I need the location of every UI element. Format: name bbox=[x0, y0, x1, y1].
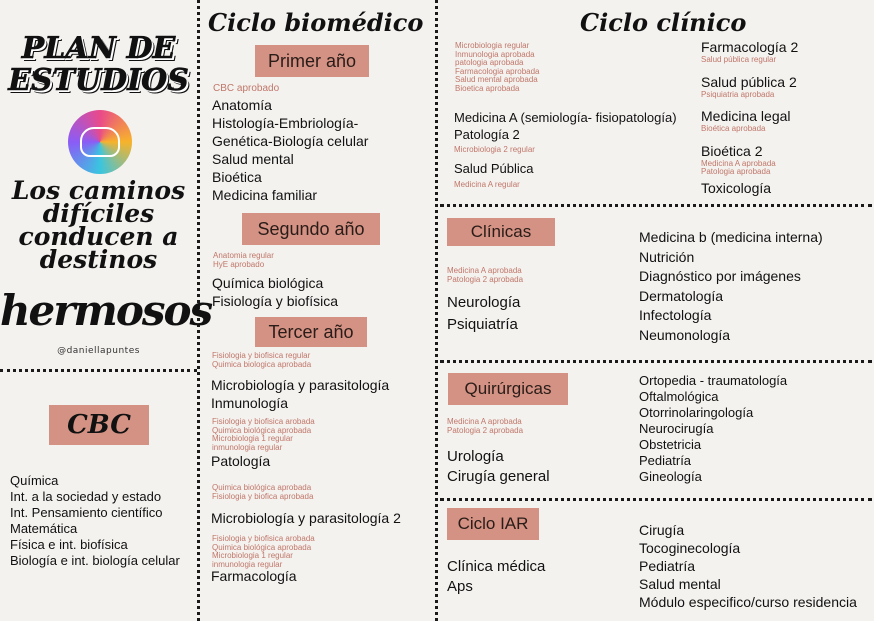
segundo-ano-badge: Segundo año bbox=[242, 213, 380, 245]
list-item: Genética-Biología celular bbox=[212, 133, 369, 149]
list-item: Diagnóstico por imágenes bbox=[639, 268, 801, 284]
list-item: Fisiología y biofísica bbox=[212, 293, 339, 309]
clinicas-left-list bbox=[447, 293, 520, 335]
list-item: Física e int. biofísica bbox=[10, 537, 128, 552]
list-item: Medicina b (medicina interna) bbox=[639, 229, 823, 245]
tercer-list-3 bbox=[211, 509, 401, 527]
quirurgicas-badge: Quirúrgicas bbox=[448, 373, 568, 405]
clinicas-right-list bbox=[639, 228, 823, 345]
list-item: Neumonología bbox=[639, 326, 731, 343]
list-item: Salud Pública bbox=[454, 161, 534, 176]
clinicas-notes: Medicina A aprobada Patologia 2 aprobada bbox=[447, 266, 524, 284]
quirurgicas-right-list bbox=[639, 373, 787, 485]
cbc-list bbox=[10, 473, 180, 569]
list-item: Ortopedia - traumatología bbox=[639, 373, 788, 388]
list-item: Int. Pensamiento científico bbox=[10, 505, 163, 520]
brain-logo-icon bbox=[68, 110, 132, 174]
list-item: Obstetricia bbox=[639, 437, 702, 452]
list-item: Nutrición bbox=[639, 248, 695, 265]
list-item: Salud mental bbox=[212, 151, 294, 167]
list-item: Inmunología bbox=[211, 395, 289, 411]
tercer-notes-1: Fisiologia y biofisica regular Quimica biologica aprobada bbox=[212, 351, 312, 369]
list-item: Salud pública 2 bbox=[701, 73, 797, 90]
segundo-notes: Anatomia regular HyE aprobado bbox=[213, 251, 274, 269]
tercer-list-1 bbox=[211, 376, 389, 412]
clinicas-badge: Clínicas bbox=[447, 218, 555, 246]
author-handle: @daniellapuntes bbox=[57, 346, 140, 356]
list-item: Química biológica bbox=[212, 275, 324, 291]
list-item: Biología e int. biología celular bbox=[10, 553, 180, 568]
clinico-title: Ciclo clínico bbox=[580, 8, 747, 37]
clinico-notes-1: Microbiologia regular Inmunologia aprobada patologia aprobada Farmacologia aprobada Salud mental aprobada Bioetica aprobada bbox=[455, 41, 540, 93]
tercer-notes-3: Quimica biológica aprobada Fisiologia y biofica aprobada bbox=[212, 483, 314, 501]
list-item: Matemática bbox=[10, 521, 78, 536]
list-item: Medicina legal bbox=[701, 108, 791, 124]
list-item: Aps bbox=[447, 578, 473, 595]
list-item: Toxicología bbox=[701, 179, 772, 196]
list-item: Cirugía general bbox=[447, 468, 550, 485]
list-item: Cirugía bbox=[639, 522, 685, 538]
list-item: Salud mental bbox=[639, 576, 721, 592]
divider-clinicas bbox=[440, 204, 872, 207]
list-item: Int. a la sociedad y estado bbox=[10, 489, 162, 504]
list-item: Otorrinolaringología bbox=[639, 405, 754, 420]
list-item: Histología-Embriología- bbox=[212, 115, 359, 131]
iar-right-list bbox=[639, 521, 857, 611]
quirurgicas-notes: Medicina A aprobada Patologia 2 aprobada bbox=[447, 417, 524, 435]
list-item: Gineología bbox=[639, 469, 702, 484]
list-item: Pediatría bbox=[639, 558, 696, 574]
cbc-badge: CBC bbox=[49, 405, 149, 445]
iar-left-list bbox=[447, 557, 545, 597]
page-title bbox=[0, 31, 197, 98]
list-item: Patología 2 bbox=[454, 127, 520, 142]
list-item: Neurocirugía bbox=[639, 421, 714, 436]
primer-note: CBC aprobado bbox=[213, 83, 280, 94]
divider-middle bbox=[435, 0, 438, 621]
list-item: Química bbox=[10, 473, 59, 488]
list-item: Clínica médica bbox=[447, 558, 546, 575]
quirurgicas-left-list bbox=[447, 447, 550, 487]
list-item: Oftalmológica bbox=[639, 389, 719, 404]
title-line-2: ESTUDIOS bbox=[8, 63, 189, 98]
divider-iar bbox=[440, 498, 872, 501]
list-item: Pediatría bbox=[639, 453, 692, 468]
list-item: Farmacología 2 bbox=[701, 39, 799, 55]
tercer-list-2 bbox=[211, 452, 270, 470]
primer-ano-badge: Primer año bbox=[255, 45, 369, 77]
title-line-1: PLAN DE bbox=[21, 31, 176, 66]
segundo-list bbox=[212, 274, 338, 310]
divider-cbc bbox=[0, 369, 197, 372]
signature-text: hermosos bbox=[0, 286, 212, 335]
list-item: Anatomía bbox=[212, 97, 272, 113]
list-item: Urología bbox=[447, 448, 504, 465]
tercer-ano-badge: Tercer año bbox=[255, 317, 367, 347]
list-item: Módulo especifico/curso residencia bbox=[639, 594, 857, 610]
motto: Los caminos difíciles conducen a destinos bbox=[11, 176, 186, 274]
list-item: Medicina A (semiología- fisiopatología) bbox=[454, 110, 677, 125]
list-item: Tocoginecología bbox=[639, 540, 741, 556]
list-item: Patología bbox=[211, 453, 271, 469]
tercer-list-4 bbox=[211, 567, 297, 585]
list-item: Psiquiatría bbox=[447, 316, 518, 333]
tercer-notes-4: Fisiologia y biofisica arobada Quimica biológica aprobada Microbiologia 1 regular inmunologia regular bbox=[212, 534, 315, 569]
tercer-notes-2: Fisiologia y biofisica arobada Quimica biológica aprobada Microbiologia 1 regular inmunologia regular bbox=[212, 417, 315, 452]
iar-badge: Ciclo IAR bbox=[447, 508, 539, 540]
clinico-right-list: Farmacología 2 Salud pública regular Salud pública 2 Psiquiatria aprobada Medicina legal Bioética aprobada Bioética 2 Medicina A aprobada Patologia aprobada Toxicología bbox=[701, 39, 799, 196]
list-item: Medicina familiar bbox=[212, 187, 318, 203]
divider-quirurgicas bbox=[440, 360, 872, 363]
list-item: Microbiología y parasitología 2 bbox=[211, 510, 401, 526]
list-item: Microbiología y parasitología bbox=[211, 377, 390, 393]
list-item: Neurología bbox=[447, 294, 521, 311]
list-item: Infectología bbox=[639, 307, 712, 323]
list-item: Bioética 2 bbox=[701, 142, 763, 159]
list-item: Farmacología bbox=[211, 568, 297, 584]
biomedico-title: Ciclo biomédico bbox=[208, 8, 424, 37]
list-item: Dermatología bbox=[639, 287, 724, 304]
primer-list bbox=[212, 96, 368, 204]
list-item: Bioética bbox=[212, 169, 262, 185]
